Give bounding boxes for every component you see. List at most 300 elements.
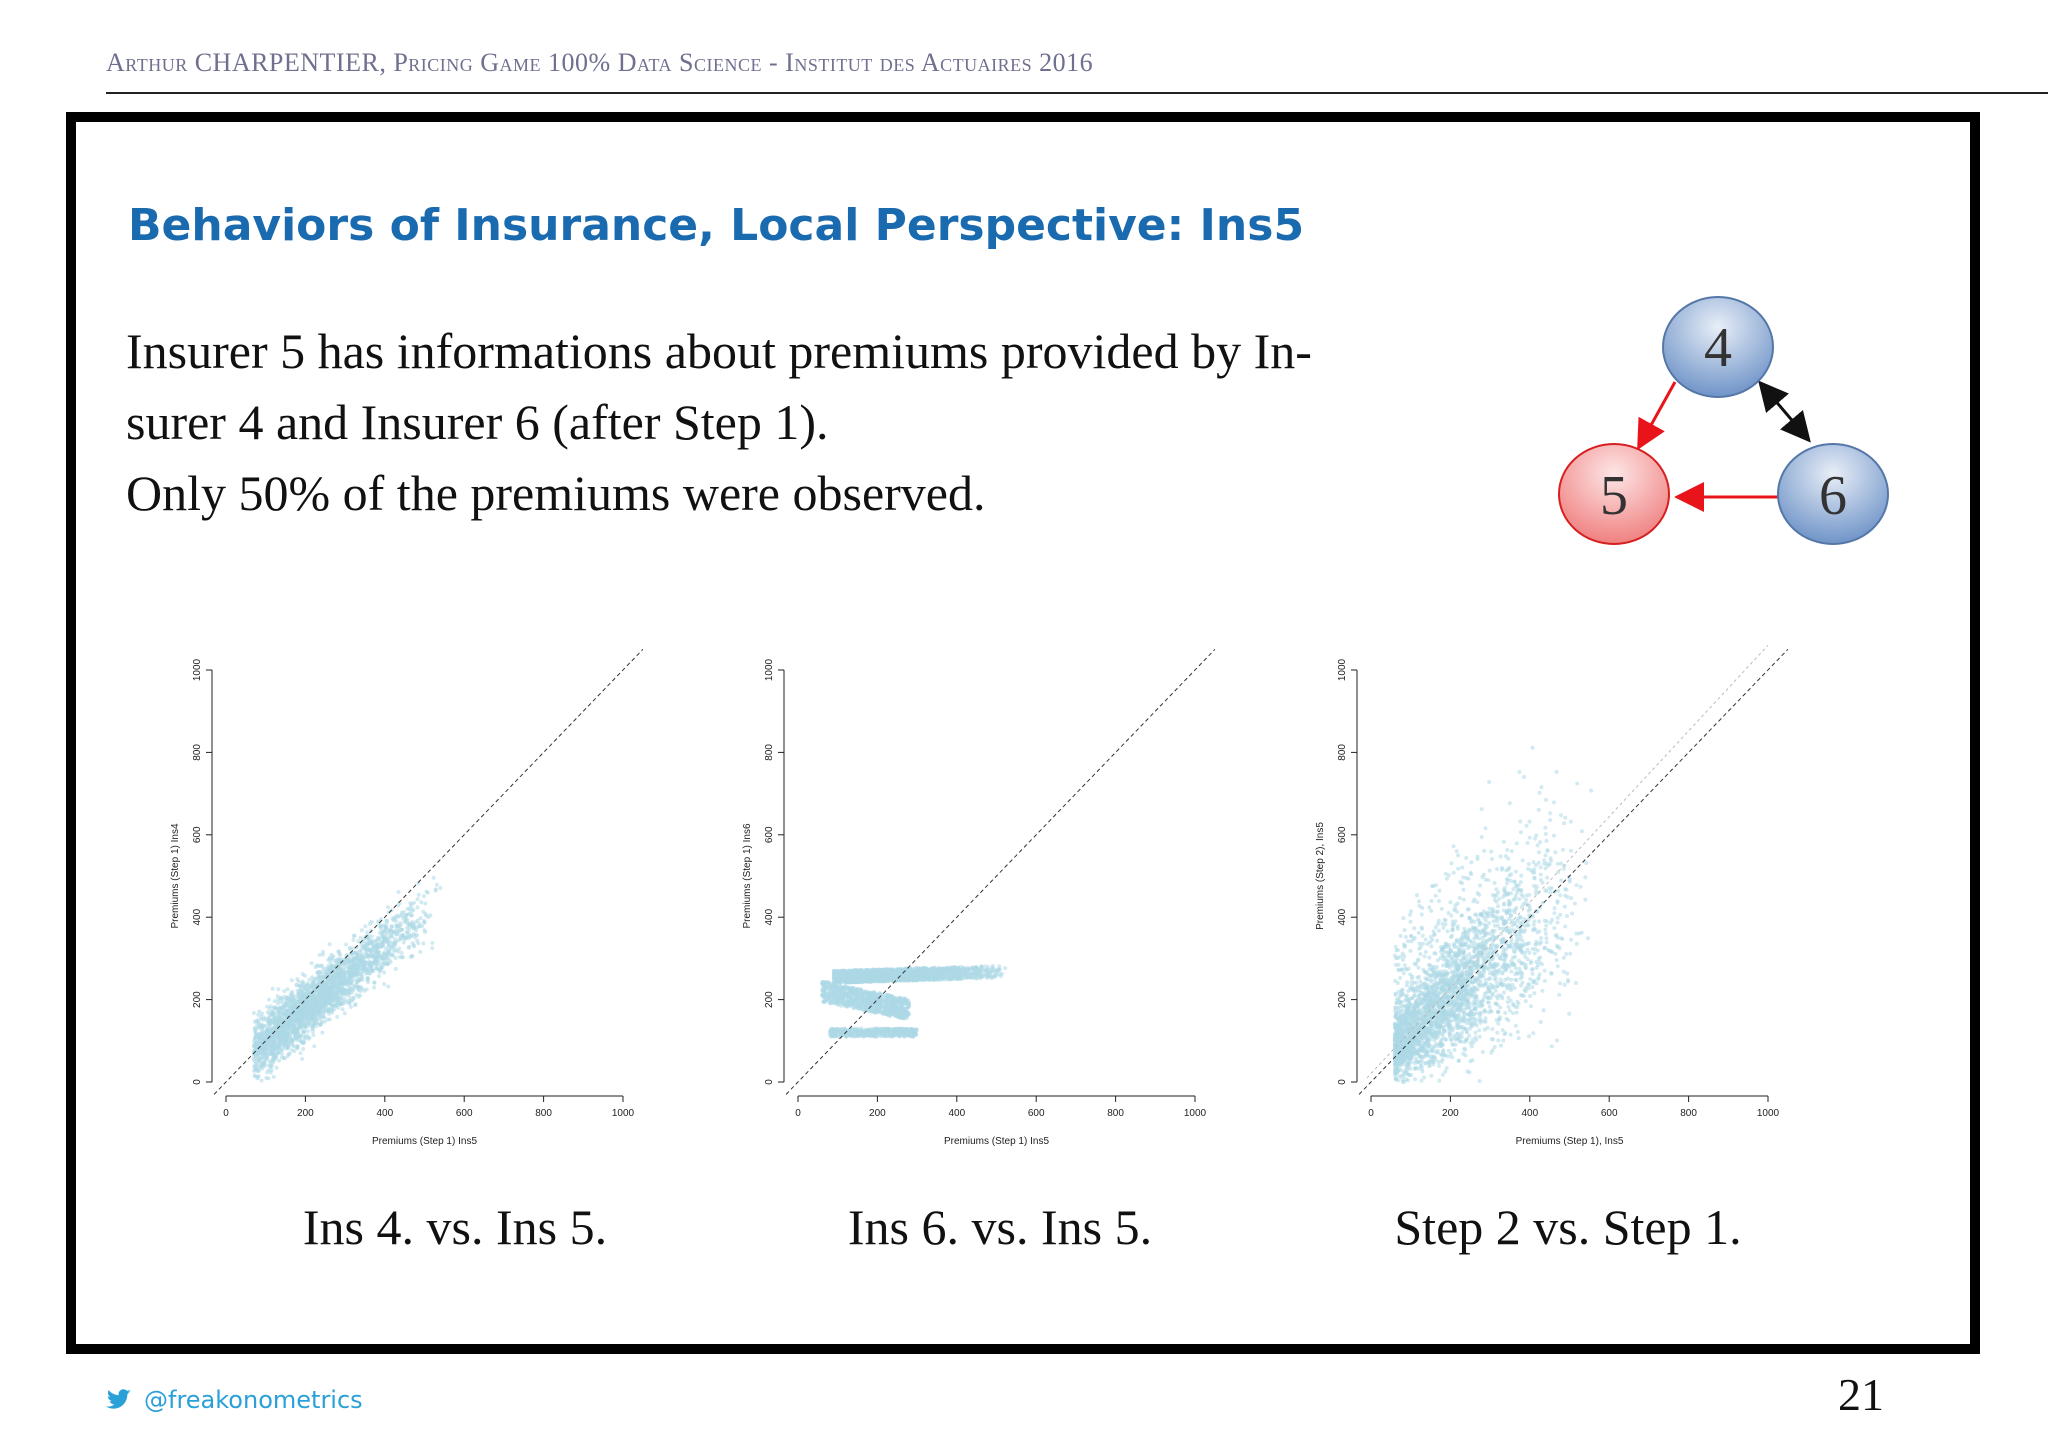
data-point [423,902,427,906]
data-point [256,1018,260,1022]
data-point [311,1033,315,1037]
data-point [276,987,280,991]
data-point [263,1058,267,1062]
y-axis-label: Premiums (Step 1) Ins4 [170,823,181,929]
y-tick-label: 800 [764,744,775,761]
data-point [385,939,389,943]
data-point [252,1057,256,1061]
data-point [995,973,999,977]
data-point [343,1011,347,1015]
data-point [854,978,858,982]
data-point [271,1048,275,1052]
data-point [333,973,337,977]
x-tick-label: 800 [535,1108,552,1119]
data-point [422,894,426,898]
edge-4-6 [1762,385,1807,438]
data-point [362,945,366,949]
data-point [355,968,359,972]
data-point [381,940,385,944]
y-tick-label: 600 [764,826,775,844]
data-point [414,920,418,924]
data-point [352,934,356,938]
data-point [952,973,956,977]
data-point [264,1050,268,1054]
data-point [270,1068,274,1072]
data-point [868,974,872,978]
data-point [374,967,378,971]
data-point [348,947,352,951]
scatter-points [820,964,1007,1039]
data-point [387,944,391,948]
data-point [421,942,425,946]
data-point [371,969,375,973]
data-point [257,1010,261,1014]
data-point [318,1013,322,1017]
data-point [283,1005,287,1009]
data-point [415,939,419,943]
data-point [310,993,314,997]
data-point [834,973,838,977]
data-point [411,908,415,912]
data-point [995,970,999,974]
data-point [383,934,387,938]
data-point [297,979,301,983]
identity-line [214,649,643,1094]
x-axis-label: Premiums (Step 1) Ins5 [943,1136,1050,1147]
data-point [866,969,870,973]
data-point [388,958,392,962]
y-tick-label: 200 [764,991,775,1008]
slide-title: Behaviors of Insurance, Local Perspective: Ins5 [128,200,1305,251]
data-point [275,1066,279,1070]
data-point [306,1029,310,1033]
y-tick-label: 800 [192,744,203,761]
data-point [893,971,897,975]
data-point [887,976,891,980]
data-point [293,1025,297,1029]
data-point [925,970,929,974]
data-point [957,968,961,972]
data-point [957,973,961,977]
scatter-ins4-vs-ins5 [158,640,708,1160]
data-point [330,1000,334,1004]
x-tick-label: 400 [948,1108,966,1119]
y-tick-label: 400 [192,908,203,926]
y-tick-label: 0 [192,1079,203,1085]
data-point [394,956,398,960]
data-point [426,915,430,919]
data-point [270,1026,274,1030]
data-point [313,1007,317,1011]
data-point [258,1032,262,1036]
data-point [430,941,434,945]
header-rule [106,92,2048,94]
data-point [371,943,375,947]
data-point [270,1064,274,1068]
data-point [386,962,390,966]
data-point [357,960,361,964]
node-4-label: 4 [1704,317,1732,379]
data-point [309,1018,313,1022]
data-point [413,935,417,939]
data-point [317,998,321,1002]
data-point [268,1022,272,1026]
data-point [374,959,378,963]
data-point [344,943,348,947]
data-point [410,913,414,917]
data-point [277,1015,281,1019]
data-point [319,973,323,977]
data-point [283,1036,287,1040]
data-point [351,959,355,963]
data-point [306,983,310,987]
data-point [392,918,396,922]
data-point [922,978,926,982]
data-point [906,976,910,980]
data-point [274,1056,278,1060]
data-point [355,993,359,997]
data-point [255,1052,259,1056]
data-point [330,995,334,999]
x-tick-label: 1000 [1183,1108,1207,1119]
data-point [963,973,967,977]
data-point [353,1003,357,1007]
data-point [849,975,853,979]
data-point [390,934,394,938]
data-point [397,890,401,894]
data-point [833,976,837,980]
data-point [354,951,358,955]
node-5-label: 5 [1600,465,1628,527]
data-point [306,1013,310,1017]
data-point [352,995,356,999]
x-tick-label: 1000 [611,1108,635,1119]
scatter-points [252,876,442,1083]
data-point [432,876,436,880]
x-tick-label: 800 [1107,1108,1124,1119]
data-point [370,939,374,943]
data-point [262,1024,266,1028]
data-point [411,941,415,945]
data-point [377,959,381,963]
data-point [256,1013,260,1017]
data-point [391,930,395,934]
data-point [915,978,919,982]
data-point [367,947,371,951]
data-point [372,986,376,990]
data-point [299,1051,303,1055]
data-point [360,928,364,932]
data-point [296,1046,300,1050]
data-point [398,955,402,959]
data-point [321,976,325,980]
data-point [363,954,367,958]
data-point [399,927,403,931]
data-point [386,985,390,989]
data-point [302,994,306,998]
data-point [390,953,394,957]
data-point [262,1016,266,1020]
data-point [302,982,306,986]
data-point [282,989,286,993]
data-point [899,970,903,974]
data-point [372,981,376,985]
data-point [412,901,416,905]
data-point [434,887,438,891]
data-point [402,935,406,939]
data-point [329,966,333,970]
data-point [260,1079,264,1083]
data-point [338,952,342,956]
data-point [304,1036,308,1040]
x-axis-label: Premiums (Step 1) Ins5 [371,1136,478,1147]
data-point [340,983,344,987]
data-point [402,910,406,914]
data-point [374,948,378,952]
data-point [291,1014,295,1018]
data-point [300,1057,304,1061]
data-point [349,1005,353,1009]
data-point [312,982,316,986]
data-point [903,979,907,983]
x-tick-label: 200 [297,1108,314,1119]
data-point [842,970,846,974]
y-tick-label: 400 [764,908,775,926]
data-point [312,1044,316,1048]
data-point [320,985,324,989]
data-point [296,1019,300,1023]
data-point [296,1029,300,1033]
data-point [330,987,334,991]
data-point [257,1036,261,1040]
data-point [385,919,389,923]
data-point [378,925,382,929]
data-point [382,971,386,975]
data-point [252,1011,256,1015]
data-point [340,972,344,976]
data-point [396,930,400,934]
data-point [376,936,380,940]
data-point [408,901,412,905]
data-point [330,953,334,957]
data-point [339,964,343,968]
data-point [319,1021,323,1025]
data-point [415,905,419,909]
data-point [316,982,320,986]
body-line-2: surer 4 and Insurer 6 (after Step 1). [126,394,829,450]
data-point [342,1000,346,1004]
insurer-network-diagram [1540,280,1910,550]
data-point [972,968,976,972]
header-title: Arthur CHARPENTIER, Pricing Game 100% Data Science - Institut des Actuaires 2016 [106,48,1094,77]
scatter-ins6-vs-ins5 [730,640,1280,1160]
data-point [911,973,915,977]
node-4 [1663,297,1773,397]
data-point [425,890,429,894]
data-point [345,976,349,980]
data-point [438,886,442,890]
data-point [325,999,329,1003]
data-point [358,989,362,993]
data-point [350,972,354,976]
data-point [414,928,418,932]
data-point [975,972,979,976]
data-point [295,989,299,993]
data-point [300,1006,304,1010]
data-point [269,1030,273,1034]
data-point [417,893,421,897]
data-point [274,1006,278,1010]
data-point [878,971,882,975]
data-point [909,967,913,971]
data-point [264,1076,268,1080]
data-point [334,991,338,995]
data-point [988,971,992,975]
data-point [286,1009,290,1013]
data-point [254,1044,258,1048]
data-point [869,978,873,982]
body-line-1: Insurer 5 has informations about premiums provided by In- [126,323,1312,379]
data-point [335,981,339,985]
data-point [311,1024,315,1028]
data-point [277,1059,281,1063]
data-point [980,964,984,968]
data-point [288,997,292,1001]
data-point [978,969,982,973]
data-point [288,1052,292,1056]
data-point [370,920,374,924]
data-point [292,1049,296,1053]
data-point [858,972,862,976]
data-point [328,961,332,965]
data-point [394,967,398,971]
data-point [396,903,400,907]
data-point [364,968,368,972]
data-point [422,919,426,923]
data-point [280,1055,284,1059]
data-point [324,970,328,974]
data-point [298,1034,302,1038]
data-point [388,949,392,953]
data-point [430,946,434,950]
data-point [277,1041,281,1045]
data-point [290,991,294,995]
data-point [394,923,398,927]
data-point [344,988,348,992]
data-point [344,972,348,976]
data-point [306,1002,310,1006]
data-point [252,1039,256,1043]
data-point [397,947,401,951]
data-point [403,919,407,923]
data-point [870,969,874,973]
data-point [376,943,380,947]
data-point [266,1063,270,1067]
data-point [382,982,386,986]
data-point [286,1028,290,1032]
data-point [328,1007,332,1011]
data-point [423,928,427,932]
data-point [321,999,325,1003]
data-point [968,971,972,975]
data-point [366,980,370,984]
y-tick-label: 600 [192,826,203,844]
body-line-3: Only 50% of the premiums were observed. [126,465,986,521]
data-point [278,1019,282,1023]
data-point [266,1010,270,1014]
data-point [363,924,367,928]
data-point [370,935,374,939]
data-point [284,1040,288,1044]
data-point [317,1007,321,1011]
x-tick-label: 200 [869,1108,886,1119]
data-point [341,1007,345,1011]
data-point [315,970,319,974]
data-point [314,965,318,969]
data-point [985,969,989,973]
data-point [938,976,942,980]
data-point [390,924,394,928]
data-point [276,994,280,998]
data-point [386,905,390,909]
data-point [348,956,352,960]
data-point [359,936,363,940]
data-point [843,975,847,979]
node-6 [1778,444,1888,544]
data-point [317,992,321,996]
data-point [290,1008,294,1012]
data-point [320,1031,324,1035]
data-point [303,987,307,991]
data-point [300,1025,304,1029]
data-point [270,1013,274,1017]
y-tick-label: 0 [764,1079,775,1085]
data-point [273,1021,277,1025]
data-point [409,934,413,938]
data-point [316,978,320,982]
data-point [416,897,420,901]
data-point [435,883,439,887]
data-point [899,978,903,982]
data-point [261,1063,265,1067]
data-point [290,978,294,982]
data-point [417,925,421,929]
data-point [337,959,341,963]
node-6-label: 6 [1819,465,1847,527]
data-point [350,990,354,994]
data-point [402,941,406,945]
data-point [883,967,887,971]
data-point [301,1047,305,1051]
data-point [1000,972,1004,976]
data-point [407,946,411,950]
y-tick-label: 1000 [192,658,203,682]
data-point [394,948,398,952]
edge-4-to-5 [1640,382,1675,445]
data-point [360,954,364,958]
data-point [272,1075,276,1079]
data-point [358,994,362,998]
data-point [271,987,275,991]
data-point [307,1009,311,1013]
data-point [328,942,332,946]
data-point [307,978,311,982]
x-tick-label: 600 [1027,1108,1045,1119]
data-point [333,1003,337,1007]
data-point [928,973,932,977]
data-point [384,927,388,931]
data-point [326,1018,330,1022]
